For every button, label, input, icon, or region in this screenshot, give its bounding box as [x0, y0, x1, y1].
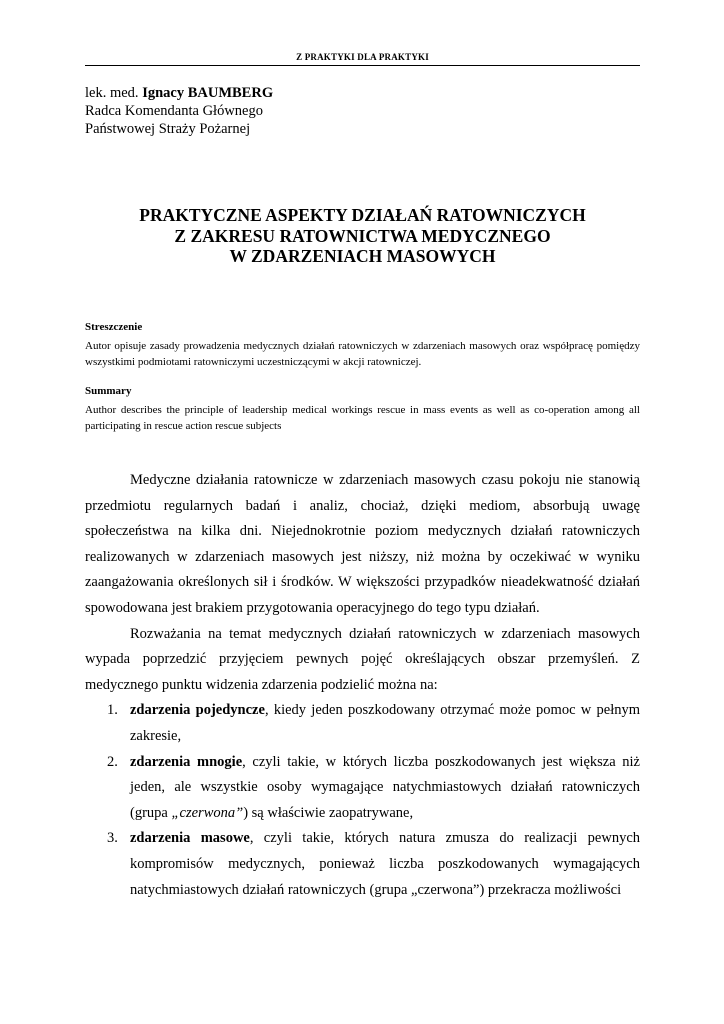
author-name: Ignacy BAUMBERG	[142, 85, 274, 101]
abstract-pl-heading: Streszczenie	[85, 321, 143, 333]
author-prefix: lek. med.	[85, 85, 143, 101]
abstract-pl-text: Autor opisuje zasady prowadzenia medycznych działań ratowniczych w zdarzeniach masowych oraz współpracę pomiędzy wszystkimi podmiotami ratowniczymi uczestniczącymi w akcji ratowniczej.	[85, 340, 640, 368]
title-line-3: W ZDARZENIACH MASOWYCH	[229, 246, 496, 266]
title-line-1: PRAKTYCZNE ASPEKTY DZIAŁAŃ RATOWNICZYCH	[139, 205, 586, 225]
list-text: , kiedy jeden poszkodowany otrzymać może pomoc w pełnym zakresie,	[130, 702, 641, 744]
paragraph-2: Rozważania na temat medycznych działań ratowniczych w zdarzeniach masowych wypada poprzedzić przyjęciem pewnych pojęć określających obszar przemyśleń. Z medycznego punktu widzenia zdarzenia podzielić można na:	[85, 625, 640, 693]
list-italic: „czerwona”	[171, 804, 244, 821]
header-rule	[85, 65, 640, 66]
list-term: zdarzenia masowe	[130, 830, 250, 847]
author-line-2: Radca Komendanta Głównego	[85, 103, 263, 119]
list-item	[85, 750, 640, 827]
title-line-2: Z ZAKRESU RATOWNICTWA MEDYCZNEGO	[174, 225, 551, 246]
author-line-1	[85, 84, 273, 102]
list-text-2: ) są właściwie zaopatrywane,	[243, 804, 414, 821]
abstract-en-text: Author describes the principle of leadership medical workings rescue in mass events as well as co-operation among all participating in rescue action rescue subjects	[85, 404, 640, 432]
list-text: , czyli takie, których natura zmusza do realizacji pewnych kompromisów medycznych, ponieważ liczba poszkodowanych wymagających natychmiastowych działań ratowniczych (grupa „czerwona”) przekracza możliwości	[130, 830, 641, 898]
list-number: 3.	[107, 830, 118, 847]
article-title	[85, 205, 640, 267]
body-text	[85, 468, 640, 903]
list-term: zdarzenia pojedyncze	[130, 702, 265, 719]
list-number: 1.	[107, 702, 118, 719]
paragraph-1: Medyczne działania ratownicze w zdarzeniach masowych czasu pokoju nie stanowią przedmiotu regularnych badań i analiz, chociaż, dzięki mediom, absorbują uwagę społeczeństwa na kilka dni. Niejednokrotnie poziom medycznych działań ratowniczych realizowanych w zdarzeniach masowych jest niższy, niż można by oczekiwać w wyniku zaangażowania określonych sił i środków. W większości przypadków nieadekwatność działań spowodowana jest brakiem przygotowania operacyjnego do tego typu działań.	[85, 472, 640, 616]
author-line-3: Państwowej Straży Pożarnej	[85, 121, 251, 137]
list-text: , czyli takie, w których liczba poszkodowanych jest większa niż jeden, ale wszystkie osoby wymagające natychmiastowych działań ratowniczych (grupa	[130, 753, 640, 821]
list-number: 2.	[107, 753, 118, 770]
event-types-list	[85, 698, 640, 903]
list-term: zdarzenia mnogie	[130, 753, 243, 770]
running-header: Z PRAKTYKI DLA PRAKTYKI	[296, 52, 429, 62]
list-item	[85, 698, 640, 749]
list-item	[85, 826, 640, 903]
abstract-en-heading: Summary	[85, 385, 132, 397]
author-block	[85, 84, 273, 138]
